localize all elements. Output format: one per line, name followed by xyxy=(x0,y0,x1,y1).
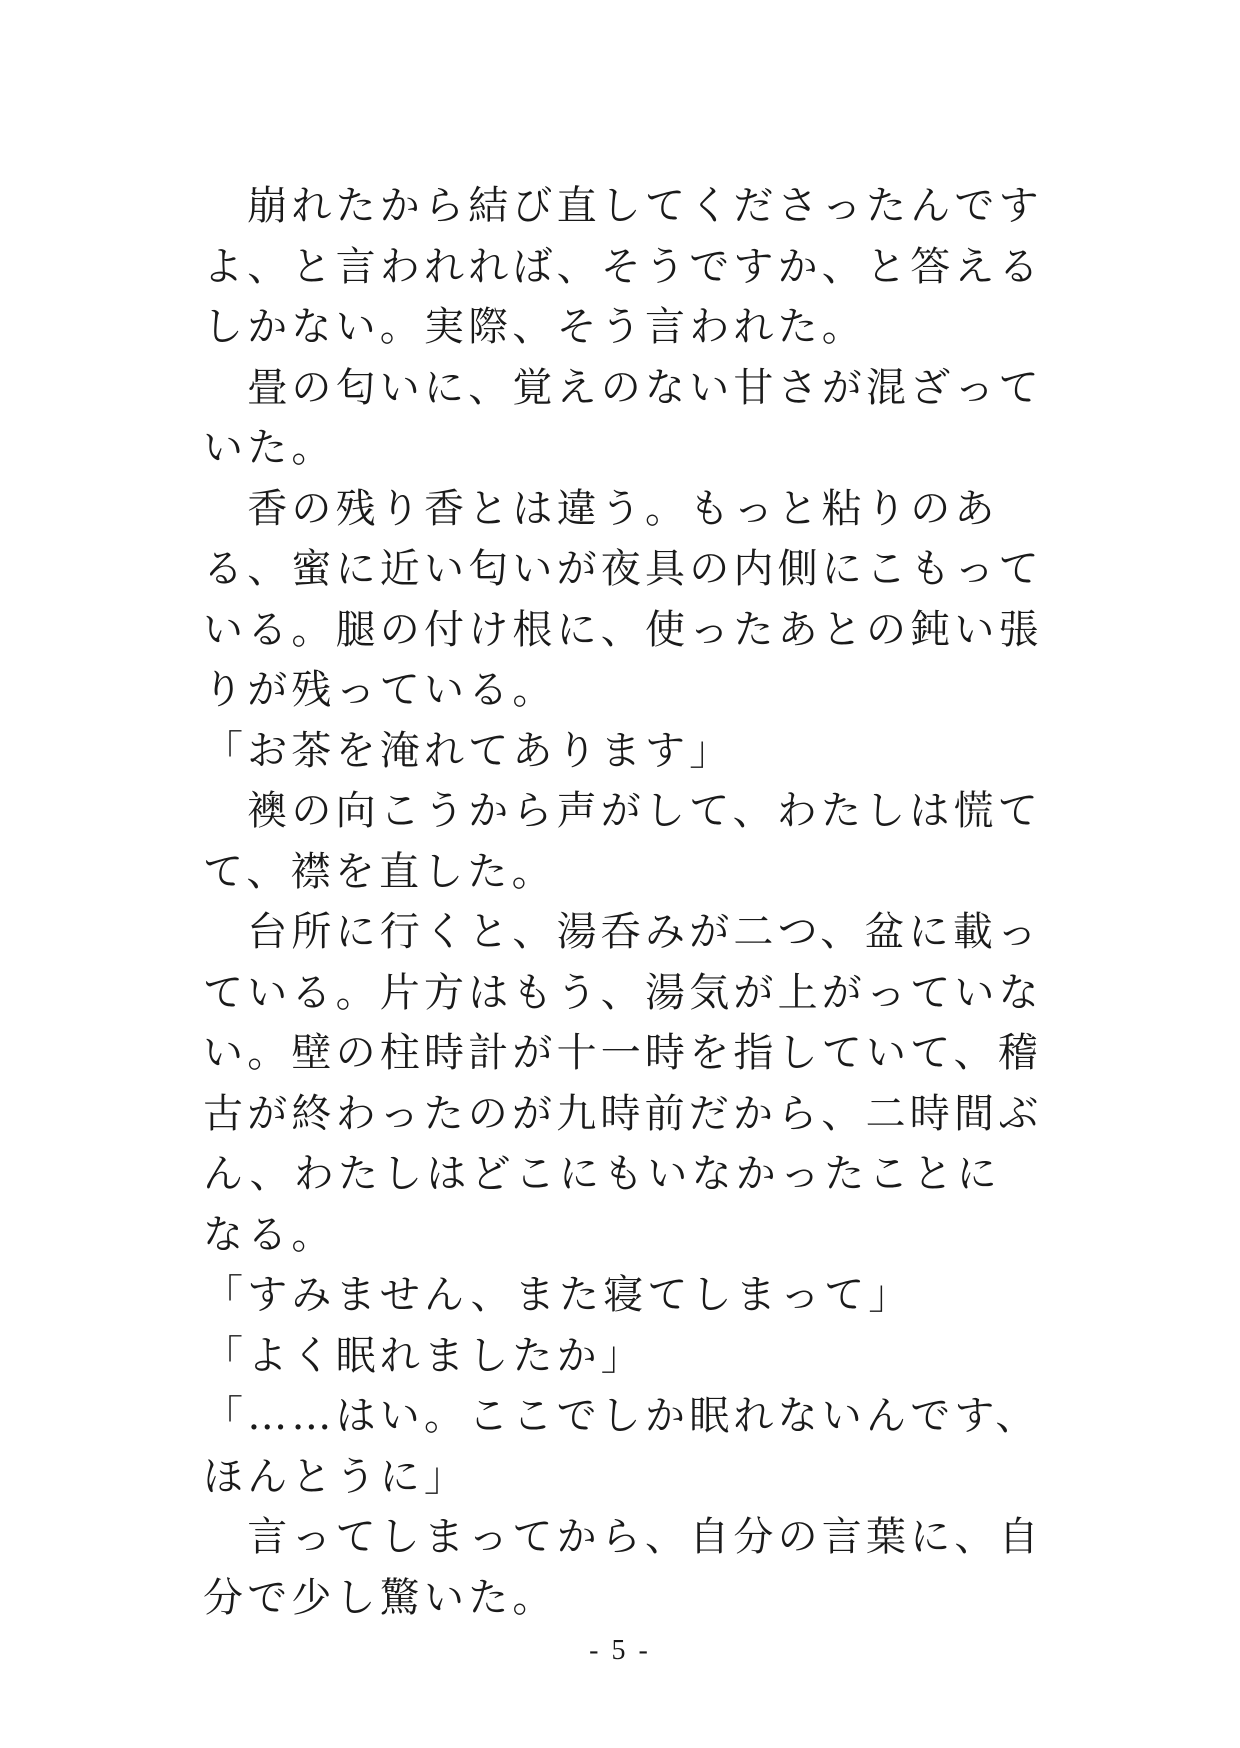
body-text xyxy=(203,176,1043,1628)
dialogue-line: 「……はい。ここでしか眠れないんです、ほんとうに」 xyxy=(203,1393,1040,1500)
paragraph: 台所に行くと、湯呑みが二つ、盆に載っている。片方はもう、湯気が上がっていない。壁の柱時計が十一時を指していて、稽古が終わったのが九時前だから、二時間ぶん、わたしはどこにもいなかったことになる。 xyxy=(203,909,1043,1258)
dialogue-line: 「すみません、また寝てしまって」 xyxy=(203,1272,913,1318)
dialogue-line: 「お茶を淹れてあります」 xyxy=(203,727,734,774)
paragraph: 崩れたから結び直してくださったんですよ、と言われれば、そうですか、と答えるしかない。実際、そう言われた。 xyxy=(203,183,1043,350)
paragraph: 香の残り香とは違う。もっと粘りのある、蜜に近い匂いが夜具の内側にこもっている。腿の付け根に、使ったあとの鈍い張りが残っている。 xyxy=(203,485,1043,713)
page-number: - 5 - xyxy=(589,1635,651,1666)
paragraph: 襖の向こうから声がして、わたしは慌てて、襟を直した。 xyxy=(203,788,1042,895)
dialogue-line: 「よく眠れましたか」 xyxy=(203,1332,645,1379)
paragraph: 畳の匂いに、覚えのない甘さが混ざっていた。 xyxy=(203,364,1043,471)
paragraph: 言ってしまってから、自分の言葉に、自分で少し驚いた。 xyxy=(203,1514,1043,1621)
